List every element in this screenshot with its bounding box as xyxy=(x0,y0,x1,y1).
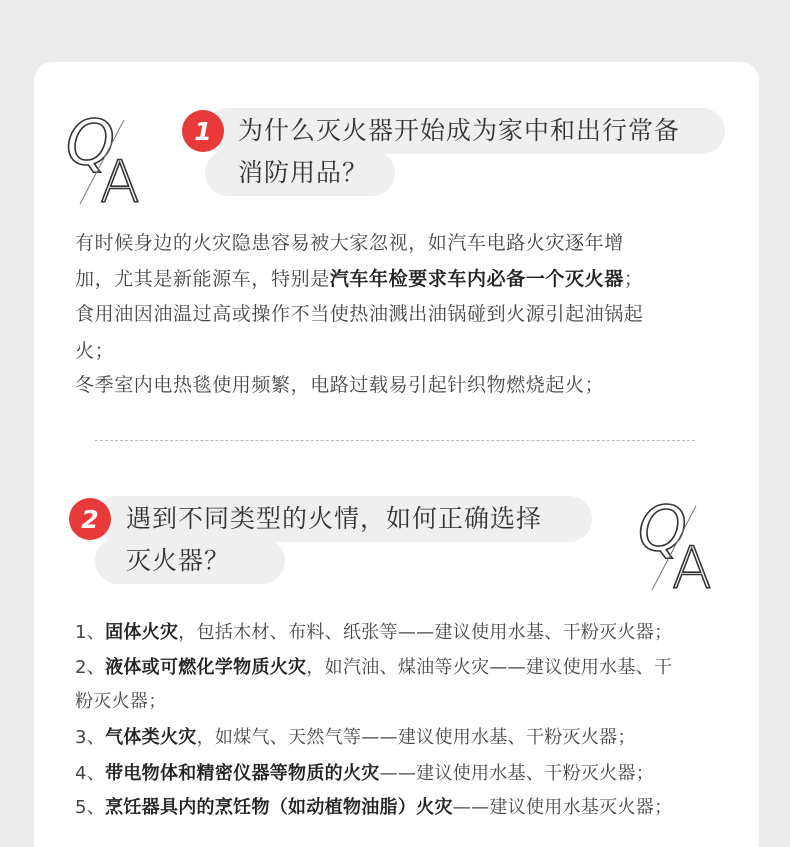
list-item: 3、气体类火灾，如煤气、天然气等——建议使用水基、干粉灭火器； xyxy=(75,727,636,748)
number-badge xyxy=(68,497,112,541)
qa-logo xyxy=(634,492,724,592)
question-title: 消防用品？ xyxy=(238,158,369,187)
list-item-heading: 烹饪器具内的烹饪物（如动植物油脂）火灾 xyxy=(105,797,453,818)
body-line: 食用油因油温过高或操作不当使热油溅出油锅碰到火源引起油锅起 xyxy=(75,303,644,325)
list-item: 5、烹饪器具内的烹饪物（如动植物油脂）火灾——建议使用水基灭火器； xyxy=(75,797,673,818)
body-line: 有时候身边的火灾隐患容易被大家忽视，如汽车电路火灾逐年增 xyxy=(75,232,624,254)
body-line: 火； xyxy=(75,340,115,362)
list-item: 2、液体或可燃化学物质火灾，如汽油、煤油等火灾——建议使用水基、干 xyxy=(75,657,673,678)
qa-logo xyxy=(62,106,152,206)
list-item: 1、固体火灾，包括木材、布料、纸张等——建议使用水基、干粉灭火器； xyxy=(75,622,673,643)
qa-q-letter: Q xyxy=(638,492,687,565)
qa-q-letter: Q xyxy=(66,106,115,179)
list-item-heading: 液体或可燃化学物质火灾 xyxy=(105,657,307,678)
list-item-heading: 带电物体和精密仪器等物质的火灾 xyxy=(105,763,380,784)
body-line: 加，尤其是新能源车，特别是汽车年检要求车内必备一个灭火器； xyxy=(75,268,644,290)
highlight-text: 汽车年检要求车内必备一个灭火器 xyxy=(329,268,624,290)
question-title: 为什么灭火器开始成为家中和出行常备 xyxy=(238,116,681,145)
qa-a-letter: A xyxy=(100,148,140,206)
list-item: 4、带电物体和精密仪器等物质的火灾——建议使用水基、干粉灭火器； xyxy=(75,763,655,784)
dashed-divider xyxy=(95,440,695,441)
list-item-heading: 气体类火灾 xyxy=(105,727,197,748)
qa-a-letter: A xyxy=(672,534,712,592)
list-item-heading: 固体火灾 xyxy=(105,622,179,643)
badge-number: 2 xyxy=(81,505,99,534)
list-item: 粉灭火器； xyxy=(75,691,167,712)
badge-number: 1 xyxy=(194,117,212,146)
question-title: 遇到不同类型的火情，如何正确选择 xyxy=(126,504,543,533)
number-badge xyxy=(181,109,225,153)
question-title: 灭火器？ xyxy=(126,546,231,575)
body-line: 冬季室内电热毯使用频繁，电路过载易引起针织物燃烧起火； xyxy=(75,374,605,396)
